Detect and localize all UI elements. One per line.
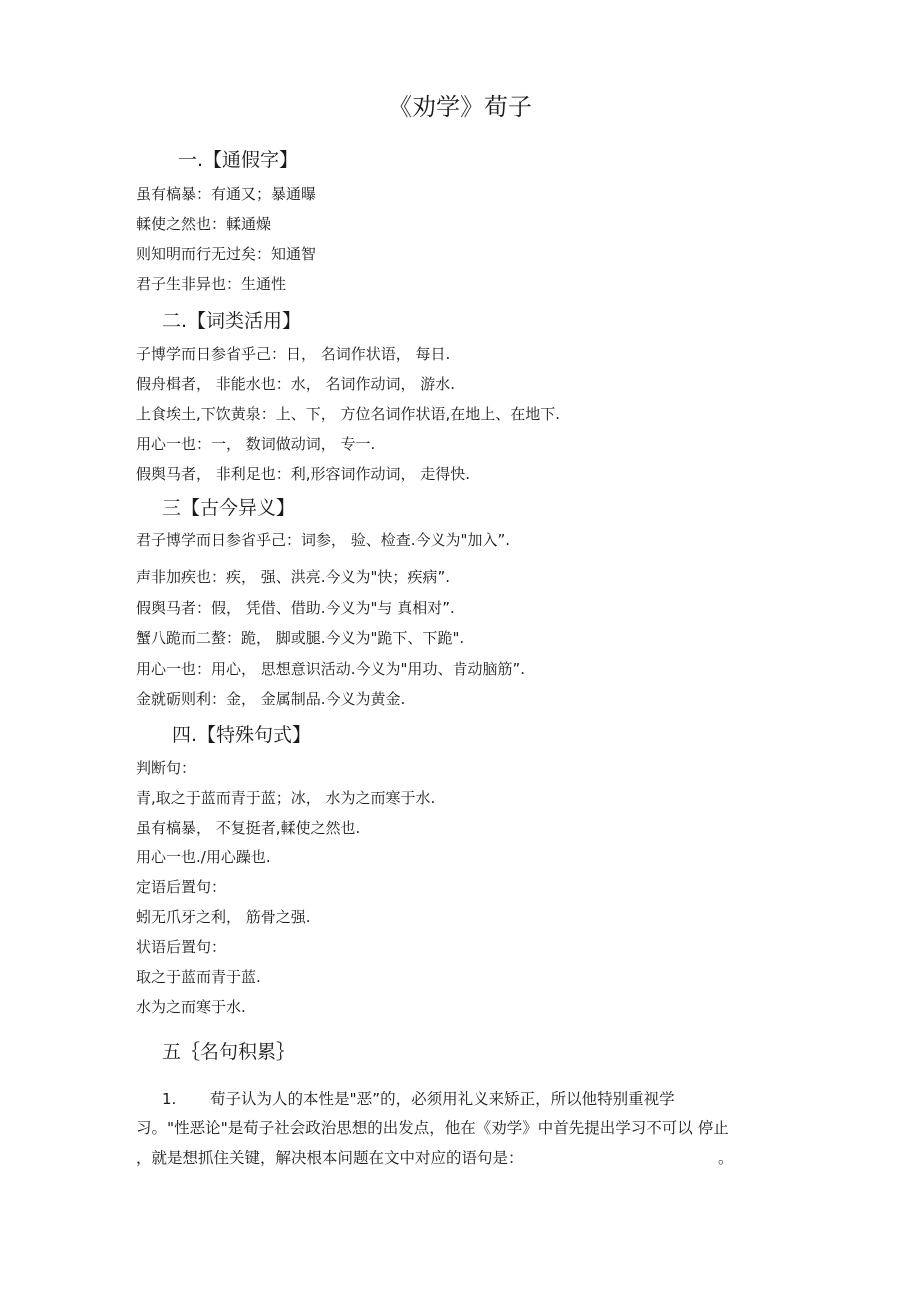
section-heading-1: 一.【通假字】 (178, 149, 299, 171)
section-2-line-3: 上食埃土,下饮黄泉：上、下， 方位名词作状语,在地上、在地下. (136, 405, 561, 423)
section-1-line-2: 輮使之然也：輮通燥 (136, 215, 272, 233)
section-2-line-5: 假舆马者， 非利足也：利,形容词作动词， 走得快. (136, 465, 471, 483)
section-4-line-4: 用心一也./用心躁也. (136, 848, 271, 866)
section-3-line-4: 蟹八跪而二螯：跪， 脚或腿.今义为"跪下、下跪". (136, 629, 465, 647)
section-4-line-8: 取之于蓝而青于蓝. (136, 968, 261, 986)
section-1-line-1: 虽有槁暴：有通又；暴通曝 (136, 185, 317, 203)
paragraph-end-mark: 。 (718, 1149, 734, 1167)
section-3-line-3: 假舆马者：假， 凭借、借助.今义为"与 真相对”. (136, 599, 455, 617)
section-4-line-3: 虽有槁暴， 不复挺者,輮使之然也. (136, 819, 361, 837)
section-4-line-6: 蚓无爪牙之利， 筋骨之强. (136, 908, 311, 926)
section-heading-2: 二.【词类活用】 (162, 310, 302, 332)
document-title: 《劝学》荀子 (388, 93, 532, 121)
section-3-line-5: 用心一也：用心， 思想意识活动.今义为"用功、肯动脑筋”. (136, 660, 525, 678)
section-1-line-4: 君子生非异也：生通性 (136, 275, 287, 293)
section-heading-4: 四.【特殊句式】 (172, 724, 312, 746)
section-1-line-3: 则知明而行无过矣：知通智 (136, 245, 317, 263)
paragraph-line-3: ，就是想抓住关键，解决根本问题在文中对应的语句是： (136, 1149, 524, 1167)
section-3-line-1: 君子博学而日参省乎己：词参， 验、检查.今义为"加入”. (136, 531, 510, 549)
section-4-line-5: 定语后置句： (136, 878, 227, 896)
section-4-line-9: 水为之而寒于水. (136, 998, 246, 1016)
section-heading-5: 五｛名句积累｝ (162, 1041, 296, 1063)
paragraph-line-1: 荀子认为人的本性是"恶”的，必须用礼义来矫正，所以他特别重视学 (210, 1090, 675, 1108)
section-2-line-1: 子博学而日参省乎己：日， 名词作状语， 每日. (136, 345, 451, 363)
section-heading-3: 三【古今异义】 (162, 497, 296, 519)
section-4-line-1: 判断句： (136, 759, 197, 777)
section-3-line-6: 金就砺则利：金， 金属制品.今义为黄金. (136, 690, 406, 708)
paragraph-line-2: 习。"性恶论"是荀子社会政治思想的出发点，他在《劝学》中首先提出学习不可以 停止 (136, 1119, 729, 1137)
section-4-line-7: 状语后置句： (136, 938, 227, 956)
section-2-line-2: 假舟楫者， 非能水也：水， 名词作动词， 游水. (136, 375, 456, 393)
section-2-line-4: 用心一也：一， 数词做动词， 专一. (136, 435, 376, 453)
section-3-line-2: 声非加疾也：疾， 强、洪亮.今义为"快；疾病”. (136, 568, 450, 586)
section-4-line-2: 青,取之于蓝而青于蓝；冰， 水为之而寒于水. (136, 789, 436, 807)
item-number: 1. (162, 1090, 177, 1108)
